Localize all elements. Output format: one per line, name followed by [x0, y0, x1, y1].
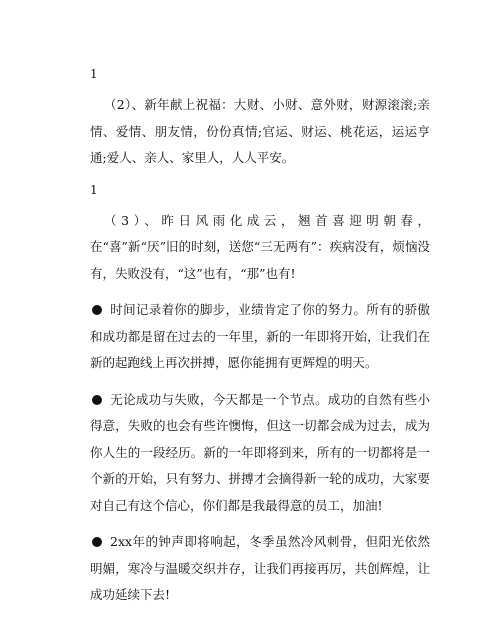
bullet-text: 无论成功与失败，今天都是一个节点。成功的自然有些小得意，失败的也会有些许懊悔，但这一切都会成为过去，成为你人生的一段经历。新的一年即将到来，所有的一切都将是一个新的开始，只有努力、拼搏才会摘得新一轮的成功，大家要对自己有这个信心，你们都是我最得意的员工，加油! [90, 391, 430, 513]
paragraph-new-year-blessing: （2）、新年献上祝福：大财、小财、意外财，财源滚滚;亲情、爱情、朋友情，份份真情;官运、财运、桃花运，运运亨通;爱人、亲人、家里人，人人平安。 [90, 97, 430, 165]
bullet-text: 时间记录着你的脚步，业绩肯定了你的努力。所有的骄傲和成功都是留在过去的一年里，新的一年即将开始，让我们在新的起跑线上再次拼搏，愿你能拥有更辉煌的明天。 [90, 302, 430, 370]
list-marker-1: 1 [90, 67, 98, 81]
bullet-icon [92, 537, 102, 547]
bullet-paragraph-new-year-bell [90, 529, 430, 609]
bullet-icon [92, 305, 102, 315]
list-marker-2: 1 [90, 182, 98, 197]
document-body [90, 66, 430, 619]
bullet-text: 2xx年的钟声即将响起，冬季虽然冷风刺骨，但阳光依然明媚，寒冷与温暖交织并存，让我们再接再厉，共创辉煌，让成功延续下去! [90, 534, 430, 602]
bullet-paragraph-success-or-failure [90, 387, 430, 520]
bullet-paragraph-time-records [90, 297, 430, 377]
paragraph-three-no-two-yes: （3）、昨日风雨化成云，翘首喜迎明朝春，在“喜”新“厌”旧的时刻，送您“三无两有”：疾病没有，烦恼没有，失败没有，“这”也有，“那”也有! [90, 212, 430, 281]
bullet-icon [92, 395, 102, 405]
